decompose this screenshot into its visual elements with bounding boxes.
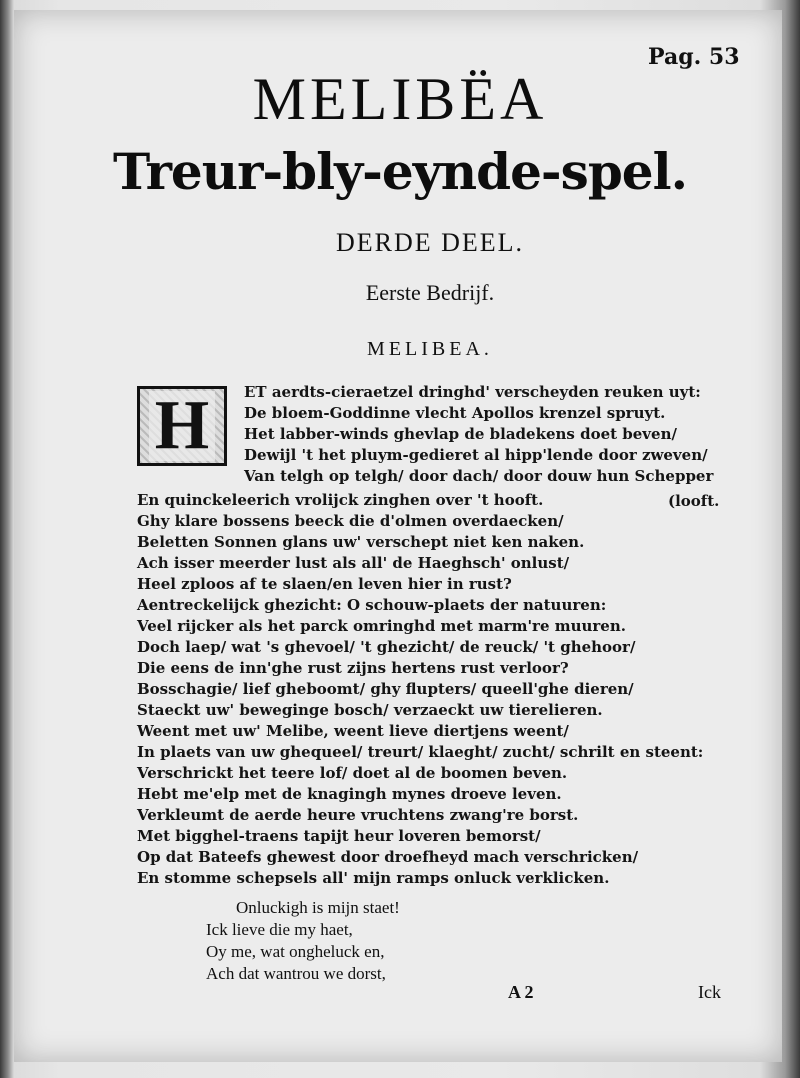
act-heading: Eerste Bedrijf. — [365, 280, 495, 305]
verse-line: Dewijl 't het pluym-gedieret al hipp'lende door zweven/ — [244, 446, 708, 464]
song-line: Ick lieve die my haet, — [206, 920, 353, 939]
speaker-name: MELIBEA. — [367, 338, 493, 360]
page-number: Pag. 53 — [648, 44, 740, 70]
printer-signature: A 2 — [508, 982, 534, 1002]
song-line: Ach dat wantrou we dorst, — [206, 964, 386, 983]
play-title: MELIBËA — [252, 66, 548, 132]
verse-line: De bloem-Goddinne vlecht Apollos krenzel spruyt. — [244, 404, 666, 422]
verse-line: Verschrickt het teere lof/ doet al de boomen beven. — [137, 764, 568, 782]
verse-line: Van telgh op telgh/ door dach/ door douw hun Schepper — [244, 467, 714, 485]
verse-line: Verkleumt de aerde heure vruchtens zwang're borst. — [137, 806, 579, 824]
catchword: Ick — [698, 982, 721, 1002]
verse-line: Hebt me'elp met de knagingh mynes droeve leven. — [137, 785, 562, 803]
verse-line: Ach isser meerder lust als all' de Haeghsch' onlust/ — [137, 554, 570, 572]
ornamental-initial-letter: H — [149, 391, 215, 461]
verse-line: Met bigghel-traens tapijt heur loveren bemorst/ — [137, 827, 541, 845]
verse-line: Staeckt uw' beweginge bosch/ verzaeckt uw tierelieren. — [137, 701, 603, 719]
verse-line: En stomme schepsels all' mijn ramps onluck verklicken. — [137, 869, 610, 887]
ornamental-initial — [137, 386, 227, 466]
verse-line: Doch laep/ wat 's ghevoel/ 't ghezicht/ de reuck/ 't ghehoor/ — [137, 638, 636, 656]
song-line: Onluckigh is mijn staet! — [236, 898, 400, 917]
song-line: Oy me, wat ongheluck en, — [206, 942, 385, 961]
verse-line: Bosschagie/ lief gheboomt/ ghy flupters/ queell'ghe dieren/ — [137, 680, 634, 698]
turnover-word: (looft. — [668, 492, 720, 510]
play-subtitle: Treur-bly-eynde-spel. — [113, 142, 687, 201]
verse-line: En quinckeleerich vrolijck zinghen over 't hooft. — [137, 491, 544, 509]
verse-line: ET aerdts-cieraetzel dringhd' verscheyden reuken uyt: — [244, 383, 701, 401]
verse-line: Weent met uw' Melibe, weent lieve diertjens weent/ — [137, 722, 569, 740]
verse-line: In plaets van uw ghequeel/ treurt/ klaeght/ zucht/ schrilt en steent: — [137, 743, 704, 761]
verse-line: Ghy klare bossens beeck die d'olmen overdaecken/ — [137, 512, 564, 530]
verse-line: Die eens de inn'ghe rust zijns hertens rust verloor? — [137, 659, 569, 677]
part-heading: DERDE DEEL. — [335, 228, 525, 257]
verse-line: Het labber-winds ghevlap de bladekens doet beven/ — [244, 425, 677, 443]
verse-line: Op dat Bateefs ghewest door droefheyd mach verschricken/ — [137, 848, 639, 866]
verse-line: Heel zploos af te slaen/en leven hier in rust? — [137, 575, 512, 593]
verse-line: Aentreckelijck ghezicht: O schouw-plaets der natuuren: — [137, 596, 607, 614]
verse-line: Beletten Sonnen glans uw' verschept niet ken naken. — [137, 533, 585, 551]
verse-line: Veel rijcker als het parck omringhd met marm're muuren. — [137, 617, 626, 635]
